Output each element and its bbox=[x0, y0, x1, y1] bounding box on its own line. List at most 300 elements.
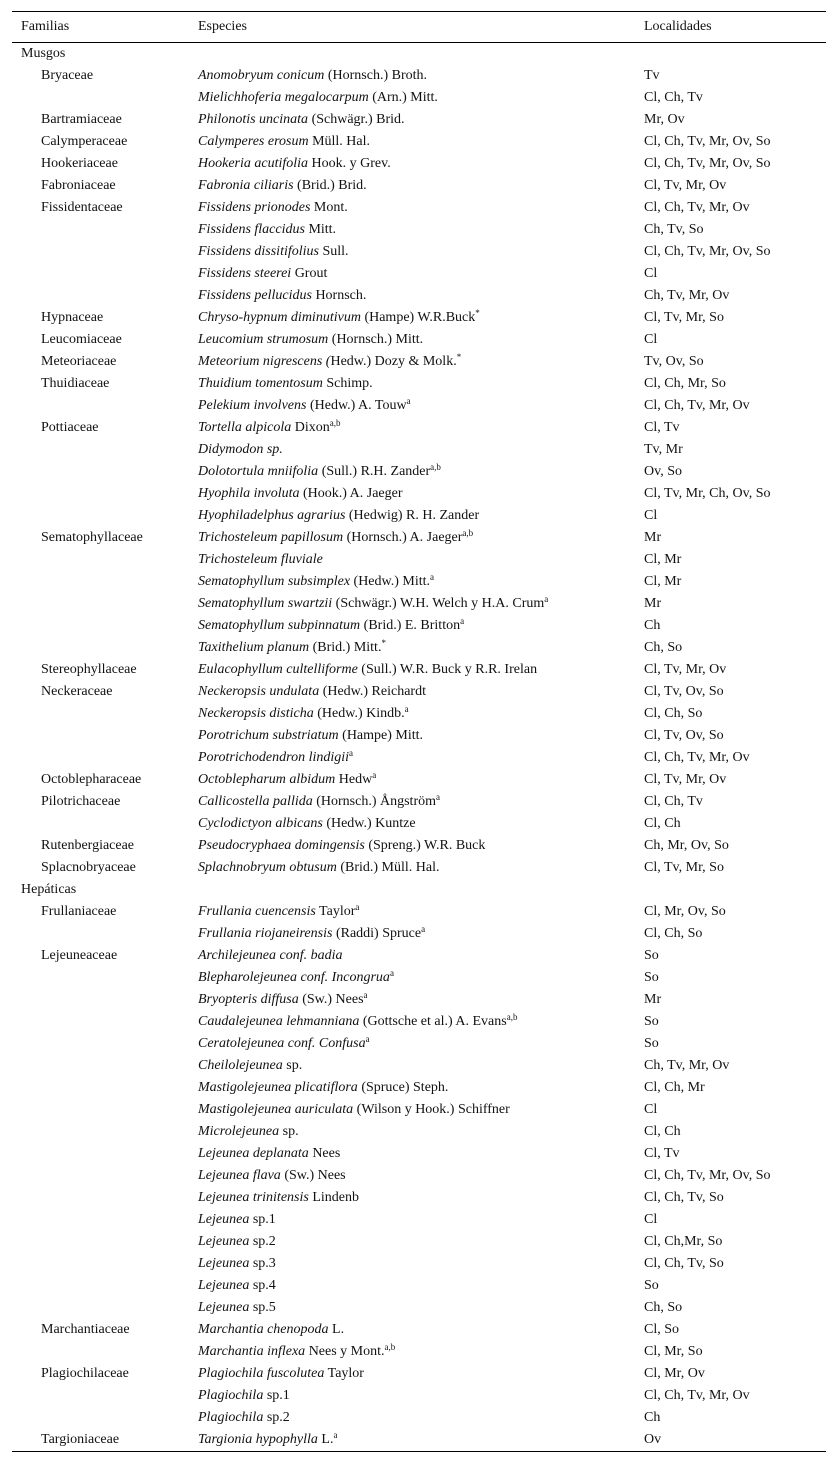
species-author: Hook. y Grev. bbox=[308, 156, 391, 171]
species-table-container bbox=[12, 11, 826, 1452]
species-author: Mont. bbox=[310, 200, 348, 215]
table-row bbox=[12, 505, 826, 527]
family-cell bbox=[12, 1341, 198, 1363]
family-cell: Fissidentaceae bbox=[41, 200, 123, 215]
species-author: (Arn.) Mitt. bbox=[368, 90, 438, 105]
species-cell bbox=[198, 1143, 644, 1165]
species-cell bbox=[198, 329, 644, 351]
species-cell bbox=[198, 1209, 644, 1231]
species-author: (Hampe) Mitt. bbox=[338, 728, 424, 743]
localidades-cell: Cl bbox=[644, 332, 658, 347]
table-row bbox=[12, 1187, 826, 1209]
header-familias: Familias bbox=[12, 12, 198, 43]
species-cell bbox=[198, 813, 644, 835]
localidades-cell: Cl, Tv, Mr, So bbox=[644, 310, 724, 325]
family-cell bbox=[12, 725, 198, 747]
species-name: Calymperes erosum bbox=[198, 134, 309, 149]
localidades-cell: Cl, Ch, Tv, Mr, Ov, So bbox=[644, 134, 771, 149]
family-cell bbox=[12, 1055, 198, 1077]
species-footnote: a,b bbox=[506, 1012, 518, 1022]
table-row bbox=[12, 1429, 826, 1452]
table-row bbox=[12, 263, 826, 285]
species-author: L. bbox=[317, 1432, 334, 1447]
species-author: (Sw.) Nees bbox=[298, 992, 364, 1007]
species-footnote: a bbox=[355, 902, 360, 912]
localidades-cell: So bbox=[644, 1278, 659, 1293]
family-cell bbox=[12, 505, 198, 527]
species-name: Taxithelium planum bbox=[198, 640, 310, 655]
species-author: Grout bbox=[291, 266, 328, 281]
family-cell: Octoblepharaceae bbox=[41, 772, 142, 787]
localidades-cell: Ch, So bbox=[644, 640, 683, 655]
localidades-cell: Cl bbox=[644, 1102, 658, 1117]
species-author: sp.2 bbox=[263, 1410, 290, 1425]
table-row bbox=[12, 1165, 826, 1187]
species-author: (Hedwig) R. H. Zander bbox=[345, 508, 480, 523]
localidades-cell: Ch, Tv, Mr, Ov bbox=[644, 1058, 730, 1073]
localidades-cell: Cl, Tv, Mr, Ov bbox=[644, 178, 727, 193]
species-cell bbox=[198, 505, 644, 527]
localidades-cell: Cl bbox=[644, 508, 658, 523]
table-row bbox=[12, 593, 826, 615]
localidades-cell: Tv, Mr bbox=[644, 442, 683, 457]
species-name: Mastigolejeunea plicatiflora bbox=[198, 1080, 358, 1095]
species-cell bbox=[198, 747, 644, 769]
species-cell bbox=[198, 791, 644, 813]
species-name: Leucomium strumosum bbox=[198, 332, 329, 347]
header-localidades: Localidades bbox=[644, 12, 826, 43]
species-footnote: a bbox=[430, 572, 434, 582]
family-cell bbox=[12, 263, 198, 285]
table-row bbox=[12, 1055, 826, 1077]
species-author: (Hook.) A. Jaeger bbox=[299, 486, 403, 501]
family-cell bbox=[12, 1165, 198, 1187]
family-cell: Stereophyllaceae bbox=[41, 662, 137, 677]
table-row bbox=[12, 285, 826, 307]
species-cell bbox=[198, 549, 644, 571]
localidades-cell: Cl, Ch, Tv, Mr, Ov, So bbox=[644, 244, 771, 259]
species-author: L. bbox=[328, 1322, 345, 1337]
species-author: sp.1 bbox=[249, 1212, 276, 1227]
localidades-cell: So bbox=[644, 948, 659, 963]
species-footnote: a bbox=[421, 924, 426, 934]
localidades-cell: Cl, Mr bbox=[644, 574, 682, 589]
species-name: Philonotis uncinata bbox=[198, 112, 309, 127]
family-cell: Rutenbergiaceae bbox=[41, 838, 135, 853]
species-author: (Brid.) E. Britton bbox=[360, 618, 461, 633]
table-row bbox=[12, 417, 826, 439]
localidades-cell: So bbox=[644, 1036, 659, 1051]
species-footnote: a bbox=[544, 594, 549, 604]
species-name: Lejeunea bbox=[198, 1212, 250, 1227]
table-row bbox=[12, 1231, 826, 1253]
table-row bbox=[12, 483, 826, 505]
species-author: (Schwägr.) W.H. Welch y H.A. Crum bbox=[332, 596, 545, 611]
species-name: Neckeropsis disticha bbox=[198, 706, 314, 721]
species-footnote: a bbox=[363, 990, 368, 1000]
table-row bbox=[12, 439, 826, 461]
table-row bbox=[12, 87, 826, 109]
species-author: sp.3 bbox=[249, 1256, 276, 1271]
table-row bbox=[12, 747, 826, 769]
localidades-cell: Ov, So bbox=[644, 464, 682, 479]
localidades-cell: Cl, Tv, Ov, So bbox=[644, 684, 724, 699]
species-cell bbox=[198, 1011, 644, 1033]
species-author: sp. bbox=[279, 1124, 299, 1139]
species-name: Ceratolejeunea conf. Confusa bbox=[198, 1036, 366, 1051]
species-name: Microlejeunea bbox=[198, 1124, 280, 1139]
species-name: Eulacophyllum cultelliforme bbox=[198, 662, 358, 677]
localidades-cell: Mr bbox=[644, 530, 662, 545]
species-footnote: a bbox=[372, 770, 377, 780]
family-cell bbox=[12, 395, 198, 417]
species-cell bbox=[198, 1297, 644, 1319]
table-row bbox=[12, 241, 826, 263]
species-footnote: a,b bbox=[384, 1342, 396, 1352]
species-name: Trichosteleum papillosum bbox=[198, 530, 344, 545]
table-row bbox=[12, 395, 826, 417]
species-name: Lejeunea flava bbox=[198, 1168, 281, 1183]
species-name: Tortella alpicola bbox=[198, 420, 292, 435]
species-author: Lindenb bbox=[308, 1190, 359, 1205]
species-author: (Sull.) R.H. Zander bbox=[318, 464, 431, 479]
family-cell: Meteoriaceae bbox=[41, 354, 117, 369]
localidades-cell: Ch, Mr, Ov, So bbox=[644, 838, 729, 853]
species-cell bbox=[198, 1055, 644, 1077]
localidades-cell: Tv bbox=[644, 68, 660, 83]
family-cell: Pilotrichaceae bbox=[41, 794, 121, 809]
localidades-cell: Cl, Mr, Ov bbox=[644, 1366, 705, 1381]
species-cell bbox=[198, 461, 644, 483]
family-cell bbox=[12, 1143, 198, 1165]
localidades-cell: Cl, Tv, Ov, So bbox=[644, 728, 724, 743]
family-cell bbox=[12, 1099, 198, 1121]
table-row bbox=[12, 549, 826, 571]
family-cell: Targioniaceae bbox=[12, 1429, 198, 1452]
localidades-cell: Cl, Ch, Tv bbox=[644, 794, 703, 809]
species-name: Frullania cuencensis bbox=[198, 904, 316, 919]
localidades-cell: Cl, Tv, Mr, Ch, Ov, So bbox=[644, 486, 771, 501]
family-cell: Fabroniaceae bbox=[41, 178, 116, 193]
group-label: Musgos bbox=[21, 46, 66, 61]
species-footnote: a,b bbox=[329, 418, 341, 428]
species-cell bbox=[198, 703, 644, 725]
species-author: sp.5 bbox=[249, 1300, 276, 1315]
species-name: Porotrichum substriatum bbox=[198, 728, 339, 743]
species-author: (Hornsch.) Broth. bbox=[324, 68, 428, 83]
species-name: Meteorium nigrescens ( bbox=[198, 354, 331, 369]
table-row bbox=[12, 857, 826, 879]
species-name: Lejeunea bbox=[198, 1256, 250, 1271]
table-row bbox=[12, 1143, 826, 1165]
species-table bbox=[12, 11, 826, 1452]
localidades-cell: Cl, Ch, Tv, Mr, Ov bbox=[644, 200, 750, 215]
table-row bbox=[12, 373, 826, 395]
species-footnote: a bbox=[349, 748, 354, 758]
species-cell bbox=[198, 681, 644, 703]
localidades-cell: Ch, Tv, Mr, Ov bbox=[644, 288, 730, 303]
species-cell bbox=[198, 1231, 644, 1253]
table-row bbox=[12, 769, 826, 791]
species-name: Plagiochila fuscolutea bbox=[198, 1366, 325, 1381]
table-row bbox=[12, 351, 826, 373]
species-cell bbox=[198, 725, 644, 747]
species-cell bbox=[198, 989, 644, 1011]
table-row bbox=[12, 1209, 826, 1231]
species-cell bbox=[198, 769, 644, 791]
family-cell: Splacnobryaceae bbox=[41, 860, 136, 875]
species-cell bbox=[198, 857, 644, 879]
family-cell bbox=[12, 439, 198, 461]
localidades-cell: Mr bbox=[644, 596, 662, 611]
species-cell bbox=[198, 439, 644, 461]
table-row bbox=[12, 175, 826, 197]
species-author: (Schwägr.) Brid. bbox=[308, 112, 405, 127]
species-author: (Spruce) Steph. bbox=[357, 1080, 449, 1095]
species-cell bbox=[198, 87, 644, 109]
species-author: sp.4 bbox=[249, 1278, 276, 1293]
table-row bbox=[12, 329, 826, 351]
table-row bbox=[12, 461, 826, 483]
family-cell: Pottiaceae bbox=[41, 420, 99, 435]
localidades-cell: Cl bbox=[644, 266, 658, 281]
table-row bbox=[12, 1253, 826, 1275]
species-cell bbox=[198, 373, 644, 395]
family-cell bbox=[12, 1231, 198, 1253]
species-name: Marchantia inflexa bbox=[198, 1344, 306, 1359]
species-author: sp.1 bbox=[263, 1388, 290, 1403]
species-author: Dixon bbox=[291, 420, 330, 435]
species-author: Taylor bbox=[324, 1366, 364, 1381]
localidades-cell: Cl, Ch, Tv bbox=[644, 90, 703, 105]
species-footnote: * bbox=[456, 352, 462, 362]
species-footnote: a bbox=[333, 1430, 338, 1440]
localidades-cell: Cl, Ch bbox=[644, 1124, 681, 1139]
species-name: Lejeunea bbox=[198, 1234, 250, 1249]
family-cell: Thuidiaceae bbox=[41, 376, 110, 391]
species-name: Targionia hypophylla bbox=[198, 1432, 318, 1447]
family-cell bbox=[12, 1275, 198, 1297]
family-cell: Marchantiaceae bbox=[41, 1322, 130, 1337]
species-author: (Hampe) W.R.Buck bbox=[360, 310, 476, 325]
species-name: Fissidens steerei bbox=[198, 266, 292, 281]
species-author: (Brid.) Mitt. bbox=[309, 640, 382, 655]
family-cell bbox=[12, 1187, 198, 1209]
family-cell bbox=[12, 1209, 198, 1231]
localidades-cell: So bbox=[644, 1014, 659, 1029]
species-footnote: a bbox=[406, 396, 411, 406]
species-author: Nees bbox=[308, 1146, 341, 1161]
family-cell bbox=[12, 813, 198, 835]
species-name: Pelekium involvens bbox=[198, 398, 307, 413]
species-cell bbox=[198, 109, 644, 131]
species-cell bbox=[198, 1275, 644, 1297]
localidades-cell: Cl, Tv bbox=[644, 420, 680, 435]
species-cell bbox=[198, 1253, 644, 1275]
species-cell bbox=[198, 1099, 644, 1121]
localidades-cell: Cl, Ch, Tv, Mr, Ov bbox=[644, 1388, 750, 1403]
species-name: Fissidens flaccidus bbox=[198, 222, 305, 237]
family-cell: Neckeraceae bbox=[41, 684, 113, 699]
family-cell bbox=[12, 549, 198, 571]
species-cell bbox=[198, 175, 644, 197]
table-row bbox=[12, 153, 826, 175]
species-author: (Hornsch.) Ångström bbox=[312, 794, 436, 809]
species-author: (Gottsche et al.) A. Evans bbox=[359, 1014, 507, 1029]
species-author: (Hedw.) A. Touw bbox=[306, 398, 407, 413]
localidades-cell: Cl, Mr bbox=[644, 552, 682, 567]
species-cell bbox=[198, 967, 644, 989]
table-row bbox=[12, 527, 826, 549]
species-footnote: * bbox=[475, 308, 480, 318]
family-cell bbox=[12, 1297, 198, 1319]
localidades-cell: Mr bbox=[644, 992, 662, 1007]
species-cell bbox=[198, 131, 644, 153]
localidades-cell: So bbox=[644, 970, 659, 985]
species-name: Callicostella pallida bbox=[198, 794, 313, 809]
species-name: Hyophila involuta bbox=[198, 486, 300, 501]
family-cell bbox=[12, 1121, 198, 1143]
table-row bbox=[12, 637, 826, 659]
species-cell bbox=[198, 153, 644, 175]
species-cell bbox=[198, 571, 644, 593]
species-name: Bryopteris diffusa bbox=[198, 992, 299, 1007]
species-cell bbox=[198, 1319, 644, 1341]
table-row bbox=[12, 571, 826, 593]
species-author: Nees y Mont. bbox=[305, 1344, 385, 1359]
species-author: (Hedw.) Kuntze bbox=[322, 816, 416, 831]
header-row bbox=[12, 12, 826, 43]
table-row bbox=[12, 835, 826, 857]
family-cell bbox=[12, 461, 198, 483]
table-row bbox=[12, 615, 826, 637]
family-cell bbox=[12, 285, 198, 307]
species-name: Mastigolejeunea auriculata bbox=[198, 1102, 354, 1117]
localidades-cell: Cl, Mr, So bbox=[644, 1344, 703, 1359]
species-name: Caudalejeunea lehmanniana bbox=[198, 1014, 360, 1029]
localidades-cell: Tv, Ov, So bbox=[644, 354, 704, 369]
species-author: Taylor bbox=[315, 904, 356, 919]
species-name: Splachnobryum obtusum bbox=[198, 860, 337, 875]
species-name: Lejeunea deplanata bbox=[198, 1146, 309, 1161]
family-cell bbox=[12, 747, 198, 769]
species-name: Neckeropsis undulata bbox=[198, 684, 320, 699]
localidades-cell: Cl, Ch, Tv, So bbox=[644, 1256, 724, 1271]
family-cell bbox=[12, 1385, 198, 1407]
species-name: Lejeunea bbox=[198, 1300, 250, 1315]
species-name: Fissidens pellucidus bbox=[198, 288, 312, 303]
table-row bbox=[12, 109, 826, 131]
family-cell bbox=[12, 593, 198, 615]
species-name: Anomobryum conicum bbox=[198, 68, 325, 83]
family-cell: Sematophyllaceae bbox=[41, 530, 143, 545]
table-row bbox=[12, 1363, 826, 1385]
localidades-cell: Cl bbox=[644, 1212, 658, 1227]
table-body bbox=[12, 43, 826, 1452]
table-row bbox=[12, 1077, 826, 1099]
family-cell: Bartramiaceae bbox=[41, 112, 122, 127]
species-name: Sematophyllum subpinnatum bbox=[198, 618, 361, 633]
family-cell bbox=[12, 615, 198, 637]
species-cell bbox=[198, 923, 644, 945]
species-author: sp.2 bbox=[249, 1234, 276, 1249]
table-row bbox=[12, 725, 826, 747]
family-cell: Lejeuneaceae bbox=[41, 948, 118, 963]
table-row bbox=[12, 1275, 826, 1297]
table-row bbox=[12, 791, 826, 813]
group-label: Hepáticas bbox=[21, 882, 77, 897]
table-row bbox=[12, 681, 826, 703]
species-name: Hyophiladelphus agrarius bbox=[198, 508, 346, 523]
table-row bbox=[12, 1011, 826, 1033]
species-name: Fabronia ciliaris bbox=[198, 178, 294, 193]
species-cell bbox=[198, 593, 644, 615]
species-name: Lejeunea bbox=[198, 1278, 250, 1293]
table-row bbox=[12, 945, 826, 967]
species-cell bbox=[198, 1165, 644, 1187]
species-author: Müll. Hal. bbox=[308, 134, 371, 149]
species-cell bbox=[198, 1385, 644, 1407]
species-name: Sematophyllum subsimplex bbox=[198, 574, 351, 589]
table-row bbox=[12, 1297, 826, 1319]
species-cell bbox=[198, 637, 644, 659]
family-cell bbox=[12, 1011, 198, 1033]
species-cell bbox=[198, 65, 644, 87]
table-row bbox=[12, 219, 826, 241]
species-author: (Hedw.) Reichardt bbox=[319, 684, 426, 699]
localidades-cell: Cl, Ch, Tv, Mr, Ov, So bbox=[644, 1168, 771, 1183]
species-name: Didymodon sp. bbox=[198, 442, 283, 457]
localidades-cell: Mr, Ov bbox=[644, 112, 685, 127]
species-author: (Hornsch.) A. Jaeger bbox=[343, 530, 463, 545]
family-cell: Frullaniaceae bbox=[41, 904, 117, 919]
localidades-cell: Cl, Ch,Mr, So bbox=[644, 1234, 723, 1249]
group-row bbox=[12, 879, 826, 901]
species-cell bbox=[198, 1077, 644, 1099]
table-row bbox=[12, 1033, 826, 1055]
family-cell bbox=[12, 1253, 198, 1275]
species-name: Hookeria acutifolia bbox=[198, 156, 309, 171]
localidades-cell: Ov bbox=[644, 1429, 826, 1452]
species-author: Schimp. bbox=[322, 376, 373, 391]
species-cell bbox=[198, 197, 644, 219]
table-row bbox=[12, 967, 826, 989]
species-author: Hornsch. bbox=[311, 288, 367, 303]
localidades-cell: Ch, So bbox=[644, 1300, 683, 1315]
species-cell bbox=[198, 307, 644, 329]
group-row bbox=[12, 43, 826, 66]
family-cell: Plagiochilaceae bbox=[41, 1366, 129, 1381]
table-row bbox=[12, 901, 826, 923]
localidades-cell: Ch bbox=[644, 618, 661, 633]
family-cell bbox=[12, 1407, 198, 1429]
species-author: (Brid.) Brid. bbox=[293, 178, 367, 193]
family-cell bbox=[12, 1077, 198, 1099]
species-name: Octoblepharum albidum bbox=[198, 772, 336, 787]
species-name: Fissidens dissitifolius bbox=[198, 244, 319, 259]
species-name: Archilejeunea conf. badia bbox=[198, 948, 343, 963]
table-row bbox=[12, 1341, 826, 1363]
table-row bbox=[12, 813, 826, 835]
species-name: Pseudocryphaea domingensis bbox=[198, 838, 365, 853]
table-row bbox=[12, 1385, 826, 1407]
family-cell: Calymperaceae bbox=[41, 134, 128, 149]
species-footnote: a,b bbox=[462, 528, 474, 538]
localidades-cell: Cl, Ch, Mr, So bbox=[644, 376, 726, 391]
family-cell bbox=[12, 219, 198, 241]
species-cell bbox=[198, 1363, 644, 1385]
species-name: Cyclodictyon albicans bbox=[198, 816, 323, 831]
